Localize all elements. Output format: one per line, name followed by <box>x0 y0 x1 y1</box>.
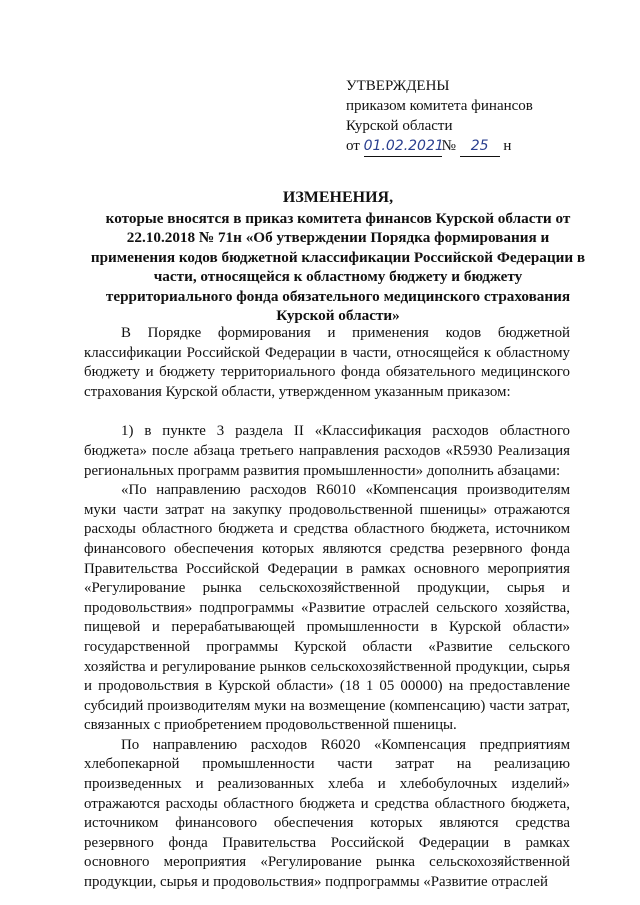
approval-line-2: Курской области <box>346 118 453 134</box>
title-heading: ИЗМЕНЕНИЯ, <box>282 189 394 206</box>
handwritten-date: 01.02.2021 <box>364 136 442 157</box>
number-prefix: № <box>441 138 456 154</box>
paragraph-item-1: 1) в пункте 3 раздела II «Классификация расходов областного бюджета» после абзаца третьего направления расходов «R5930 Реализация региональных программ развития промышленности» дополнить абзацами: <box>84 423 570 479</box>
document-title <box>90 188 586 326</box>
paragraph-r6010: «По направлению расходов R6010 «Компенсация производителям муки части затрат на закупку продовольственной пшеницы» отражаются расходы областного бюджета и средства областного бюджета, источником финансового обеспечения которых являются средства резервного фонда Правительства Российской Федерации в рамках основного мероприятия «Регулирование рынка сельскохозяйственной продукции, сырья и продовольствия» подпрограммы «Развитие отраслей сельского хозяйства, пищевой и перерабатывающей промышленности в Курской области» государственной программы Курской области «Развитие сельского хозяйства и регулирование рынков сельскохозяйственной продукции, сырья и продовольствия в Курской области» (18 1 05 00000) на предоставление субсидий производителям муки на возмещение (компенсацию) части затрат, связанных с приобретением продовольственной пшеницы. <box>84 482 570 734</box>
approval-line-1: приказом комитета финансов <box>346 98 533 114</box>
title-subtitle: которые вносятся в приказ комитета финансов Курской области от 22.10.2018 № 71н «Об утверждении Порядка формирования и применения кодов бюджетной классификации Российской Федерации в части, относящейся к областному бюджету и бюджету территориального фонда обязательного медицинского страхования Курской области» <box>90 209 586 324</box>
paragraph-r6020: По направлению расходов R6020 «Компенсация предприятиям хлебопекарной промышленности части затрат на реализацию произведенных и реализованных хлеба и хлебобулочных изделий» отражаются расходы областного бюджета и средства областного бюджета, источником финансового обеспечения которых являются средства резервного фонда Правительства Российской Федерации в рамках основного мероприятия «Регулирование рынка сельскохозяйственной продукции, сырья и продовольствия» подпрограммы «Развитие отраслей <box>84 736 570 891</box>
approval-date-line <box>346 136 533 157</box>
number-suffix: н <box>503 138 512 154</box>
paragraph-intro: В Порядке формирования и применения кодов бюджетной классификации Российской Федерации в части, относящейся к областному бюджету и бюджету территориального фонда обязательного медицинского страхования Курской области, утвержденном указанным приказом: <box>84 325 570 400</box>
approval-stamp <box>346 76 533 157</box>
document-body <box>84 324 570 893</box>
date-prefix: от <box>346 138 360 154</box>
approval-heading: УТВЕРЖДЕНЫ <box>346 78 450 94</box>
handwritten-number: 25 <box>460 136 500 157</box>
